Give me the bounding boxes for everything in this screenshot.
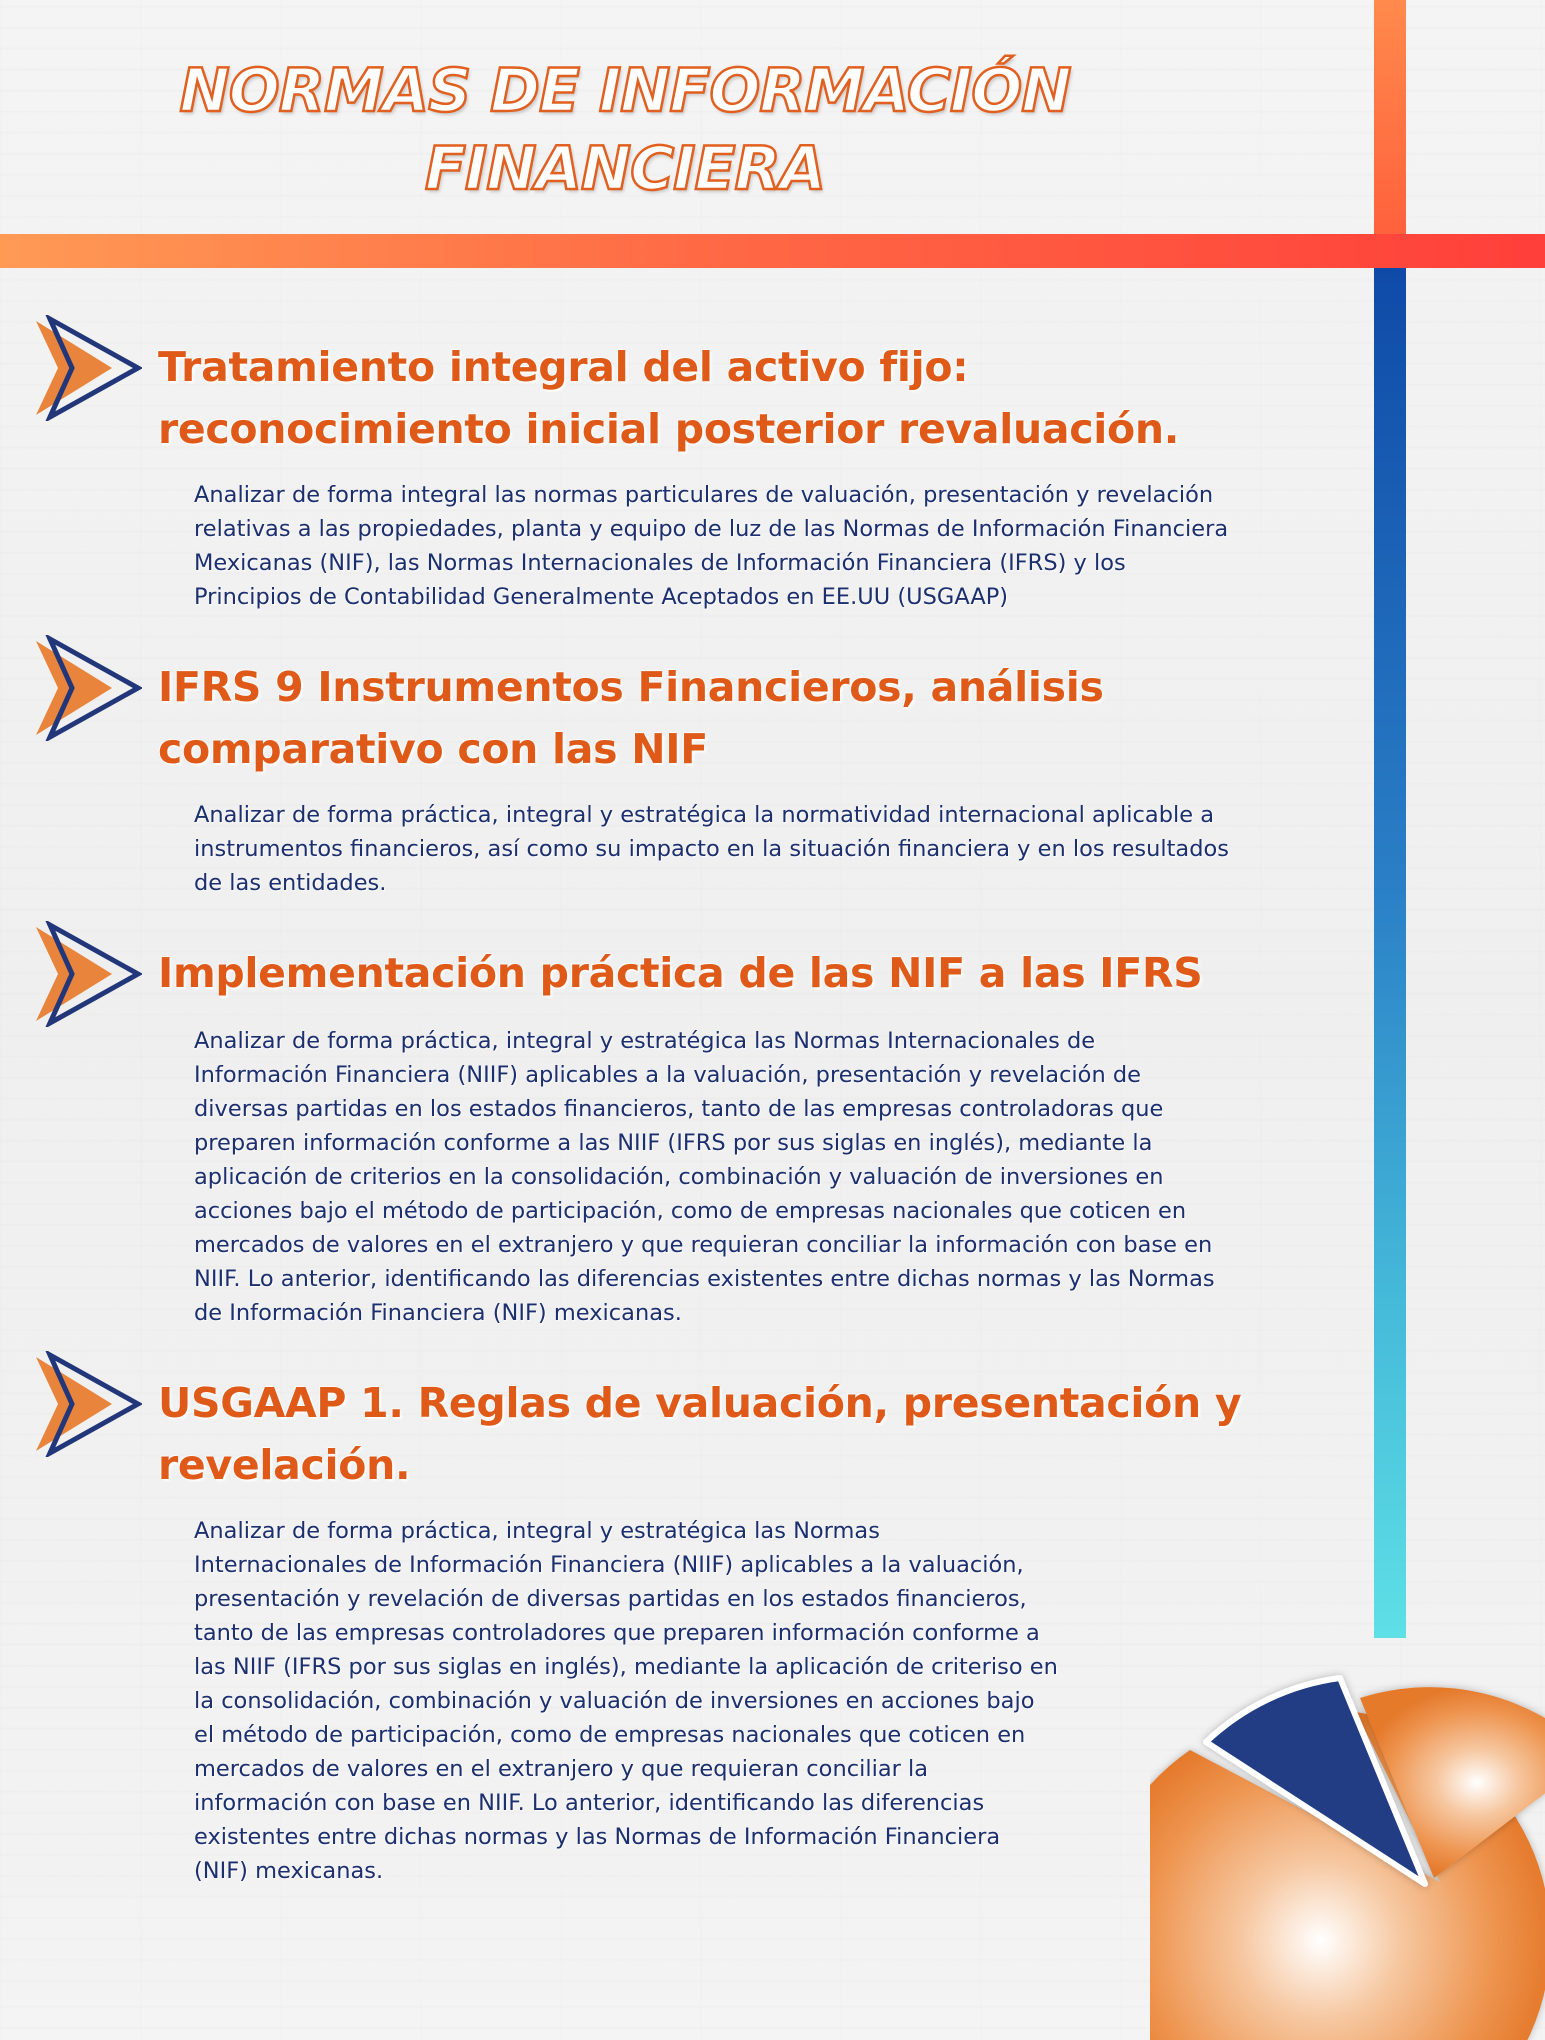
description-line: mercados de valores en el extranjero y que requieran conciliar la información con base en: [194, 1232, 1213, 1258]
description-line: Principios de Contabilidad Generalmente Aceptados en EE.UU (USGAAP): [194, 584, 1009, 610]
description-line: NIIF. Lo anterior, identificando las diferencias existentes entre dichas normas y las Normas: [194, 1266, 1215, 1292]
description-line: Internacionales de Información Financiera (NIIF) aplicables a la valuación,: [194, 1552, 1024, 1578]
description-line: mercados de valores en el extranjero y que requieran conciliar la: [194, 1756, 929, 1782]
section-heading: [158, 336, 1338, 460]
section-heading-line: USGAAP 1. Reglas de valuación, presentación y: [158, 1379, 1242, 1427]
chevron-arrow-icon: [34, 315, 142, 421]
description-line: instrumentos financieros, así como su impacto en la situación financiera y en los resultados: [194, 836, 1229, 862]
section-heading: [158, 942, 1338, 1004]
description-line: de Información Financiera (NIF) mexicanas.: [194, 1300, 682, 1326]
description-line: presentación y revelación de diversas partidas en los estados financieros,: [194, 1586, 1027, 1612]
description-line: de las entidades.: [194, 870, 387, 896]
description-line: Información Financiera (NIIF) aplicables a la valuación, presentación y revelación de: [194, 1062, 1141, 1088]
section-heading: [158, 656, 1338, 780]
section-description: [194, 798, 1229, 900]
pie-chart-icon: [1150, 1600, 1545, 2040]
description-line: la consolidación, combinación y valuación de inversiones en acciones bajo: [194, 1688, 1035, 1714]
chevron-arrow-icon: [34, 1351, 142, 1457]
section-heading-line: revelación.: [158, 1441, 411, 1489]
description-line: las NIIF (IFRS por sus siglas en inglés), mediante la aplicación de criteriso en: [194, 1654, 1058, 1680]
description-line: aplicación de criterios en la consolidación, combinación y valuación de inversiones en: [194, 1164, 1164, 1190]
section-description: [194, 1514, 1058, 1888]
description-line: Analizar de forma integral las normas particulares de valuación, presentación y revelación: [194, 482, 1214, 508]
section-heading-line: Tratamiento integral del activo fijo:: [158, 343, 969, 391]
section-description: [194, 478, 1228, 614]
description-line: diversas partidas en los estados financieros, tanto de las empresas controladoras que: [194, 1096, 1164, 1122]
description-line: relativas a las propiedades, planta y equipo de luz de las Normas de Información Financiera: [194, 516, 1229, 542]
header-horizontal-bar: [0, 234, 1545, 268]
right-gradient-bar: [1374, 268, 1406, 1638]
description-line: el método de participación, como de empresas nacionales que coticen en: [194, 1722, 1026, 1748]
description-line: información con base en NIIF. Lo anterior, identificando las diferencias: [194, 1790, 985, 1816]
description-line: Analizar de forma práctica, integral y estratégica las Normas Internacionales de: [194, 1028, 1096, 1054]
chevron-arrow-icon: [34, 635, 142, 741]
section-heading-line: IFRS 9 Instrumentos Financieros, análisis: [158, 663, 1104, 711]
description-line: preparen información conforme a las NIIF (IFRS por sus siglas en inglés), mediante la: [194, 1130, 1153, 1156]
description-line: Analizar de forma práctica, integral y estratégica la normatividad internacional aplicable a: [194, 802, 1215, 828]
page-title: [120, 52, 1130, 208]
description-line: (NIF) mexicanas.: [194, 1858, 384, 1884]
page-title-line-2: FINANCIERA: [424, 134, 826, 204]
description-line: Mexicanas (NIF), las Normas Internacionales de Información Financiera (IFRS) y los: [194, 550, 1126, 576]
page-title-line-1: NORMAS DE INFORMACIÓN: [179, 56, 1071, 126]
description-line: Analizar de forma práctica, integral y estratégica las Normas: [194, 1518, 880, 1544]
description-line: tanto de las empresas controladores que preparen información conforme a: [194, 1620, 1040, 1646]
chevron-arrow-icon: [34, 921, 142, 1027]
section-description: [194, 1024, 1215, 1330]
description-line: acciones bajo el método de participación, como de empresas nacionales que coticen en: [194, 1198, 1187, 1224]
section-heading-line: Implementación práctica de las NIF a las IFRS: [158, 949, 1203, 997]
section-heading-line: reconocimiento inicial posterior revaluación.: [158, 405, 1180, 453]
section-heading-line: comparativo con las NIF: [158, 725, 708, 773]
section-heading: [158, 1372, 1338, 1496]
top-right-vertical-bar: [1374, 0, 1406, 268]
description-line: existentes entre dichas normas y las Normas de Información Financiera: [194, 1824, 1001, 1850]
